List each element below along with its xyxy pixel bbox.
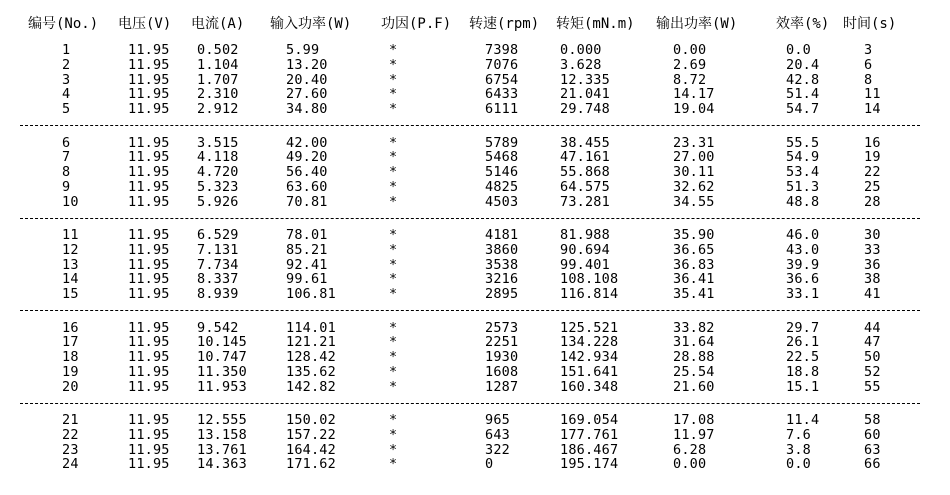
cell-output-power: 33.82 (673, 319, 715, 336)
cell-current: 11.953 (197, 378, 247, 395)
cell-current: 7.734 (197, 256, 239, 273)
cell-speed: 0 (485, 456, 494, 473)
cell-power-factor: * (389, 241, 398, 258)
cell-no: 22 (62, 426, 79, 443)
cell-voltage: 11.95 (128, 71, 170, 88)
cell-current: 1.707 (197, 71, 239, 88)
cell-speed: 1930 (485, 349, 519, 366)
cell-input-power: 63.60 (286, 178, 328, 195)
cell-current: 11.350 (197, 363, 247, 380)
cell-voltage: 11.95 (128, 378, 170, 395)
cell-time: 16 (864, 134, 881, 151)
header-power-factor: 功因(P.F) (381, 16, 452, 32)
cell-output-power: 6.28 (673, 441, 707, 458)
cell-no: 6 (62, 134, 71, 151)
cell-speed: 6754 (485, 71, 519, 88)
cell-time: 3 (864, 42, 873, 58)
cell-speed: 4825 (485, 178, 519, 195)
header-voltage: 电压(V) (118, 16, 172, 32)
cell-time: 14 (864, 101, 881, 118)
cell-time: 30 (864, 227, 881, 243)
cell-torque: 29.748 (560, 101, 610, 118)
cell-no: 21 (62, 412, 79, 428)
header-efficiency: 效率(%) (776, 16, 830, 32)
cell-current: 1.104 (197, 56, 239, 73)
cell-no: 23 (62, 441, 79, 458)
cell-torque: 108.108 (560, 271, 619, 288)
header-output-power: 输出功率(W) (656, 16, 738, 32)
cell-voltage: 11.95 (128, 149, 170, 166)
cell-power-factor: * (389, 193, 398, 210)
cell-power-factor: * (389, 164, 398, 181)
cell-speed: 4503 (485, 193, 519, 210)
cell-time: 6 (864, 56, 873, 73)
cell-torque: 160.348 (560, 378, 619, 395)
cell-time: 11 (864, 86, 881, 103)
cell-output-power: 11.97 (673, 426, 715, 443)
cell-efficiency: 0.0 (786, 42, 811, 58)
cell-power-factor: * (389, 319, 398, 336)
cell-input-power: 142.82 (286, 378, 336, 395)
cell-input-power: 85.21 (286, 241, 328, 258)
cell-efficiency: 15.1 (786, 378, 820, 395)
cell-voltage: 11.95 (128, 101, 170, 118)
cell-speed: 643 (485, 426, 510, 443)
cell-torque: 64.575 (560, 178, 610, 195)
cell-current: 6.529 (197, 227, 239, 243)
cell-current: 5.926 (197, 193, 239, 210)
cell-power-factor: * (389, 178, 398, 195)
cell-voltage: 11.95 (128, 363, 170, 380)
cell-voltage: 11.95 (128, 164, 170, 181)
cell-time: 63 (864, 441, 881, 458)
cell-output-power: 35.41 (673, 286, 715, 303)
cell-speed: 6433 (485, 86, 519, 103)
group-divider (20, 310, 920, 311)
cell-output-power: 32.62 (673, 178, 715, 195)
cell-efficiency: 53.4 (786, 164, 820, 181)
cell-efficiency: 33.1 (786, 286, 820, 303)
cell-output-power: 28.88 (673, 349, 715, 366)
cell-no: 9 (62, 178, 71, 195)
cell-current: 9.542 (197, 319, 239, 336)
cell-voltage: 11.95 (128, 241, 170, 258)
cell-speed: 965 (485, 412, 510, 428)
cell-no: 20 (62, 378, 79, 395)
cell-output-power: 14.17 (673, 86, 715, 103)
cell-input-power: 20.40 (286, 71, 328, 88)
cell-power-factor: * (389, 271, 398, 288)
cell-power-factor: * (389, 378, 398, 395)
cell-no: 10 (62, 193, 79, 210)
cell-output-power: 0.00 (673, 42, 707, 58)
cell-torque: 81.988 (560, 227, 610, 243)
cell-time: 28 (864, 193, 881, 210)
header-no: 编号(No.) (28, 16, 99, 32)
cell-efficiency: 36.6 (786, 271, 820, 288)
cell-no: 15 (62, 286, 79, 303)
cell-power-factor: * (389, 426, 398, 443)
cell-speed: 1608 (485, 363, 519, 380)
cell-speed: 3860 (485, 241, 519, 258)
cell-current: 12.555 (197, 412, 247, 428)
cell-output-power: 17.08 (673, 412, 715, 428)
cell-speed: 5146 (485, 164, 519, 181)
cell-power-factor: * (389, 101, 398, 118)
cell-output-power: 0.00 (673, 456, 707, 473)
cell-speed: 7076 (485, 56, 519, 73)
cell-time: 55 (864, 378, 881, 395)
cell-torque: 142.934 (560, 349, 619, 366)
cell-torque: 0.000 (560, 42, 602, 58)
cell-time: 50 (864, 349, 881, 366)
cell-input-power: 121.21 (286, 334, 336, 351)
cell-no: 16 (62, 319, 79, 336)
cell-voltage: 11.95 (128, 271, 170, 288)
header-time: 时间(s) (843, 16, 897, 32)
cell-no: 7 (62, 149, 71, 166)
cell-no: 18 (62, 349, 79, 366)
cell-torque: 169.054 (560, 412, 619, 428)
group-divider (20, 403, 920, 404)
cell-speed: 2573 (485, 319, 519, 336)
cell-output-power: 36.65 (673, 241, 715, 258)
cell-torque: 47.161 (560, 149, 610, 166)
cell-efficiency: 51.3 (786, 178, 820, 195)
cell-voltage: 11.95 (128, 134, 170, 151)
cell-torque: 195.174 (560, 456, 619, 473)
header-speed: 转速(rpm) (469, 16, 540, 32)
cell-output-power: 25.54 (673, 363, 715, 380)
cell-output-power: 31.64 (673, 334, 715, 351)
cell-no: 12 (62, 241, 79, 258)
cell-output-power: 34.55 (673, 193, 715, 210)
cell-efficiency: 0.0 (786, 456, 811, 473)
cell-power-factor: * (389, 134, 398, 151)
cell-efficiency: 51.4 (786, 86, 820, 103)
cell-time: 19 (864, 149, 881, 166)
cell-input-power: 49.20 (286, 149, 328, 166)
cell-efficiency: 54.7 (786, 101, 820, 118)
cell-voltage: 11.95 (128, 426, 170, 443)
cell-speed: 6111 (485, 101, 519, 118)
cell-power-factor: * (389, 56, 398, 73)
cell-no: 8 (62, 164, 71, 181)
cell-current: 14.363 (197, 456, 247, 473)
cell-voltage: 11.95 (128, 412, 170, 428)
cell-output-power: 23.31 (673, 134, 715, 151)
cell-speed: 2251 (485, 334, 519, 351)
cell-efficiency: 3.8 (786, 441, 811, 458)
cell-input-power: 157.22 (286, 426, 336, 443)
cell-time: 22 (864, 164, 881, 181)
cell-time: 44 (864, 319, 881, 336)
cell-current: 3.515 (197, 134, 239, 151)
cell-current: 0.502 (197, 42, 239, 58)
cell-current: 2.912 (197, 101, 239, 118)
cell-input-power: 78.01 (286, 227, 328, 243)
cell-input-power: 135.62 (286, 363, 336, 380)
cell-efficiency: 39.9 (786, 256, 820, 273)
cell-voltage: 11.95 (128, 349, 170, 366)
cell-speed: 3538 (485, 256, 519, 273)
cell-torque: 151.641 (560, 363, 619, 380)
cell-efficiency: 20.4 (786, 56, 820, 73)
cell-input-power: 56.40 (286, 164, 328, 181)
cell-voltage: 11.95 (128, 441, 170, 458)
cell-torque: 73.281 (560, 193, 610, 210)
cell-voltage: 11.95 (128, 56, 170, 73)
cell-torque: 3.628 (560, 56, 602, 73)
cell-input-power: 99.61 (286, 271, 328, 288)
cell-current: 13.158 (197, 426, 247, 443)
cell-power-factor: * (389, 412, 398, 428)
cell-torque: 21.041 (560, 86, 610, 103)
cell-power-factor: * (389, 363, 398, 380)
cell-speed: 3216 (485, 271, 519, 288)
cell-input-power: 128.42 (286, 349, 336, 366)
cell-efficiency: 26.1 (786, 334, 820, 351)
cell-voltage: 11.95 (128, 178, 170, 195)
cell-input-power: 27.60 (286, 86, 328, 103)
cell-no: 19 (62, 363, 79, 380)
cell-efficiency: 55.5 (786, 134, 820, 151)
cell-time: 66 (864, 456, 881, 473)
cell-voltage: 11.95 (128, 193, 170, 210)
cell-current: 8.939 (197, 286, 239, 303)
cell-time: 36 (864, 256, 881, 273)
cell-current: 8.337 (197, 271, 239, 288)
cell-time: 52 (864, 363, 881, 380)
cell-torque: 116.814 (560, 286, 619, 303)
cell-power-factor: * (389, 441, 398, 458)
cell-output-power: 36.41 (673, 271, 715, 288)
cell-current: 4.720 (197, 164, 239, 181)
cell-power-factor: * (389, 349, 398, 366)
cell-voltage: 11.95 (128, 256, 170, 273)
cell-output-power: 21.60 (673, 378, 715, 395)
cell-speed: 5468 (485, 149, 519, 166)
cell-voltage: 11.95 (128, 86, 170, 103)
cell-speed: 1287 (485, 378, 519, 395)
cell-no: 11 (62, 227, 79, 243)
cell-no: 4 (62, 86, 71, 103)
cell-voltage: 11.95 (128, 42, 170, 58)
cell-input-power: 13.20 (286, 56, 328, 73)
cell-output-power: 8.72 (673, 71, 707, 88)
cell-speed: 4181 (485, 227, 519, 243)
cell-power-factor: * (389, 149, 398, 166)
cell-torque: 134.228 (560, 334, 619, 351)
cell-power-factor: * (389, 256, 398, 273)
cell-power-factor: * (389, 334, 398, 351)
cell-input-power: 70.81 (286, 193, 328, 210)
cell-time: 58 (864, 412, 881, 428)
header-torque: 转矩(mN.m) (556, 16, 635, 32)
cell-input-power: 150.02 (286, 412, 336, 428)
cell-input-power: 5.99 (286, 42, 320, 58)
cell-time: 60 (864, 426, 881, 443)
cell-input-power: 171.62 (286, 456, 336, 473)
cell-torque: 55.868 (560, 164, 610, 181)
cell-power-factor: * (389, 86, 398, 103)
cell-voltage: 11.95 (128, 319, 170, 336)
cell-output-power: 27.00 (673, 149, 715, 166)
cell-efficiency: 43.0 (786, 241, 820, 258)
cell-torque: 177.761 (560, 426, 619, 443)
cell-voltage: 11.95 (128, 227, 170, 243)
cell-no: 5 (62, 101, 71, 118)
cell-current: 13.761 (197, 441, 247, 458)
cell-current: 2.310 (197, 86, 239, 103)
cell-no: 24 (62, 456, 79, 473)
cell-current: 10.747 (197, 349, 247, 366)
cell-efficiency: 46.0 (786, 227, 820, 243)
cell-current: 4.118 (197, 149, 239, 166)
cell-power-factor: * (389, 286, 398, 303)
cell-efficiency: 11.4 (786, 412, 820, 428)
cell-input-power: 42.00 (286, 134, 328, 151)
cell-efficiency: 48.8 (786, 193, 820, 210)
cell-input-power: 34.80 (286, 101, 328, 118)
cell-time: 33 (864, 241, 881, 258)
cell-speed: 322 (485, 441, 510, 458)
cell-output-power: 35.90 (673, 227, 715, 243)
cell-torque: 38.455 (560, 134, 610, 151)
cell-speed: 2895 (485, 286, 519, 303)
cell-efficiency: 18.8 (786, 363, 820, 380)
cell-time: 47 (864, 334, 881, 351)
cell-torque: 99.401 (560, 256, 610, 273)
cell-no: 14 (62, 271, 79, 288)
cell-torque: 125.521 (560, 319, 619, 336)
cell-power-factor: * (389, 71, 398, 88)
cell-efficiency: 22.5 (786, 349, 820, 366)
cell-input-power: 106.81 (286, 286, 336, 303)
cell-torque: 90.694 (560, 241, 610, 258)
cell-input-power: 114.01 (286, 319, 336, 336)
cell-time: 8 (864, 71, 873, 88)
cell-current: 7.131 (197, 241, 239, 258)
group-divider (20, 125, 920, 126)
cell-torque: 12.335 (560, 71, 610, 88)
cell-no: 2 (62, 56, 71, 73)
cell-input-power: 92.41 (286, 256, 328, 273)
cell-voltage: 11.95 (128, 286, 170, 303)
cell-efficiency: 29.7 (786, 319, 820, 336)
cell-output-power: 2.69 (673, 56, 707, 73)
cell-power-factor: * (389, 456, 398, 473)
group-divider (20, 218, 920, 219)
cell-efficiency: 7.6 (786, 426, 811, 443)
cell-no: 17 (62, 334, 79, 351)
cell-output-power: 19.04 (673, 101, 715, 118)
cell-speed: 5789 (485, 134, 519, 151)
cell-voltage: 11.95 (128, 334, 170, 351)
cell-output-power: 30.11 (673, 164, 715, 181)
cell-output-power: 36.83 (673, 256, 715, 273)
cell-no: 3 (62, 71, 71, 88)
cell-time: 41 (864, 286, 881, 303)
cell-efficiency: 42.8 (786, 71, 820, 88)
header-current: 电流(A) (191, 16, 245, 32)
cell-no: 1 (62, 42, 71, 58)
cell-speed: 7398 (485, 42, 519, 58)
cell-torque: 186.467 (560, 441, 619, 458)
cell-no: 13 (62, 256, 79, 273)
cell-voltage: 11.95 (128, 456, 170, 473)
header-input-power: 输入功率(W) (270, 16, 352, 32)
cell-power-factor: * (389, 42, 398, 58)
cell-current: 5.323 (197, 178, 239, 195)
cell-input-power: 164.42 (286, 441, 336, 458)
cell-time: 38 (864, 271, 881, 288)
cell-current: 10.145 (197, 334, 247, 351)
cell-efficiency: 54.9 (786, 149, 820, 166)
cell-power-factor: * (389, 227, 398, 243)
cell-time: 25 (864, 178, 881, 195)
